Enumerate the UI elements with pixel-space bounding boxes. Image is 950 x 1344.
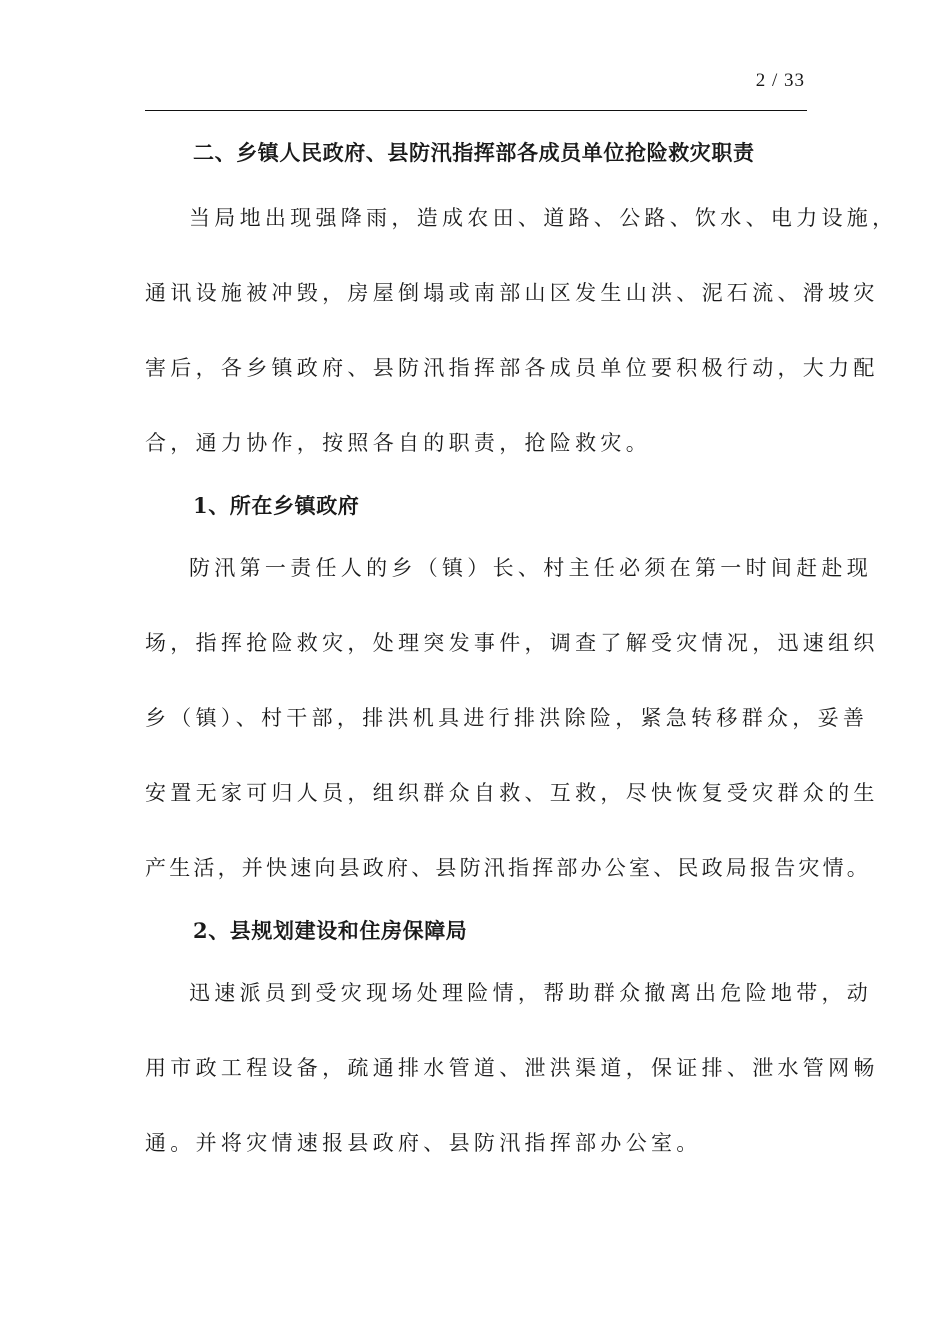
paragraph-line: 通。并将灾情速报县政府、县防汛指挥部办公室。 <box>145 1131 702 1155</box>
item-heading-township: 1、所在乡镇政府 <box>193 493 360 518</box>
paragraph-line: 当局地出现强降雨，造成农田、道路、公路、饮水、电力设施， <box>189 206 898 230</box>
item-heading-planning-bureau: 2、县规划建设和住房保障局 <box>193 918 468 943</box>
paragraph-line: 防汛第一责任人的乡（镇）长、村主任必须在第一时间赶赴现 <box>189 556 873 580</box>
paragraph-line: 乡（镇）、村干部，排洪机具进行排洪除险，紧急转移群众，妥善 <box>145 706 869 730</box>
paragraph-line: 安置无家可归人员，组织群众自救、互救，尽快恢复受灾群众的生 <box>145 781 879 805</box>
page-number: 2 / 33 <box>755 70 805 91</box>
paragraph-line: 迅速派员到受灾现场处理险情，帮助群众撤离出危险地带，动 <box>189 981 873 1005</box>
paragraph-line: 产生活，并快速向县政府、县防汛指挥部办公室、民政局报告灾情。 <box>145 856 871 880</box>
header-divider <box>145 110 807 111</box>
item-paragraph-planning-bureau <box>145 956 879 1181</box>
document-body <box>145 124 898 1181</box>
paragraph-line: 害后，各乡镇政府、县防汛指挥部各成员单位要积极行动，大力配 <box>145 356 879 380</box>
paragraph-line: 场，指挥抢险救灾，处理突发事件，调查了解受灾情况，迅速组织 <box>145 631 879 655</box>
item-paragraph-township <box>145 531 879 906</box>
section-heading: 二、乡镇人民政府、县防汛指挥部各成员单位抢险救灾职责 <box>193 140 755 165</box>
paragraph-line: 合，通力协作，按照各自的职责，抢险救灾。 <box>145 431 651 455</box>
section-intro-paragraph <box>145 181 898 481</box>
paragraph-line: 通讯设施被冲毁，房屋倒塌或南部山区发生山洪、泥石流、滑坡灾 <box>145 281 879 305</box>
paragraph-line: 用市政工程设备，疏通排水管道、泄洪渠道，保证排、泄水管网畅 <box>145 1056 879 1080</box>
